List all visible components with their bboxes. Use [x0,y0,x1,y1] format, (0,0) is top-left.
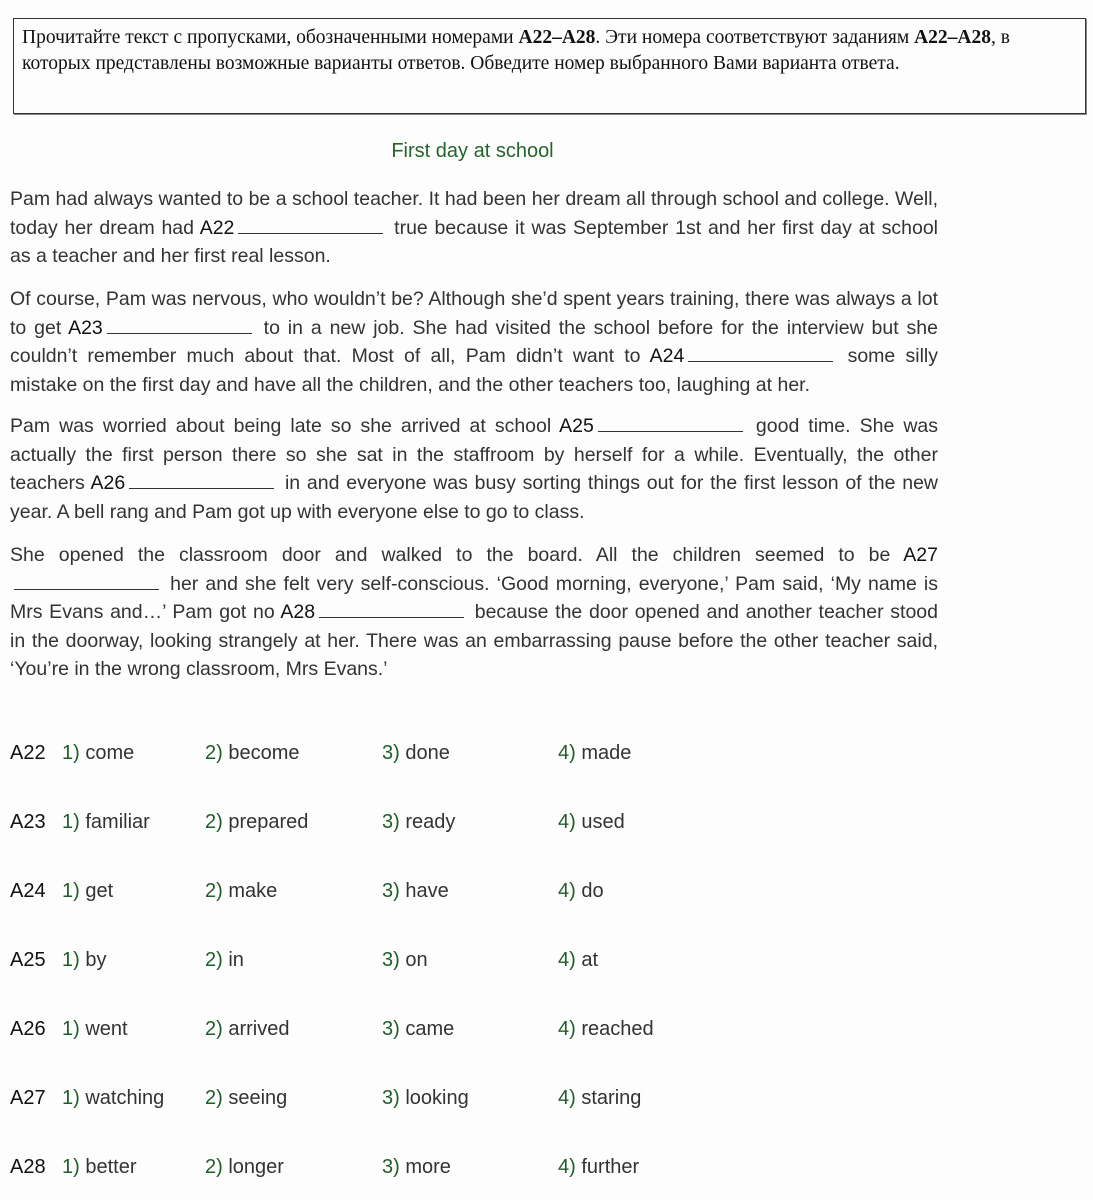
option-text: reached [581,1018,654,1040]
option-number: 4) [558,880,576,902]
paragraph-text: good time. She was actually the first person there so she sat in the staffroom by herself for a while. Eventually, the other teachers [10,415,938,494]
gap-blank [14,573,159,590]
answer-option[interactable] [205,880,277,903]
answer-option[interactable] [62,1087,164,1110]
answer-option[interactable] [558,1087,641,1110]
answer-option[interactable] [382,742,450,765]
answer-option[interactable] [62,1156,137,1179]
option-text: arrived [228,1018,290,1040]
paragraph-text: Pam was worried about being late so she arrived at school [10,415,560,437]
task-range: A22–A28 [518,27,596,48]
instructions-text: , в которых представлены возможные варианты ответов. Обведите номер выбранного Вами варианта ответа. [22,27,1010,74]
option-number: 1) [62,742,80,764]
answer-option[interactable] [62,1018,128,1041]
answer-option[interactable] [382,1087,469,1110]
gap-label: A27 [903,544,938,566]
option-number: 2) [205,1018,223,1040]
gap-blank [238,217,383,234]
option-text: went [85,1018,128,1040]
option-number: 2) [205,1087,223,1109]
option-text: watching [85,1087,165,1109]
option-number: 3) [382,1156,400,1178]
option-number: 3) [382,949,400,971]
option-number: 1) [62,1018,80,1040]
option-text: by [85,949,107,971]
answer-option[interactable] [382,811,455,834]
option-number: 4) [558,1156,576,1178]
answer-option[interactable] [205,742,300,765]
answer-option[interactable] [558,949,598,972]
answer-option[interactable] [558,880,604,903]
question-label: A22 [10,742,46,764]
option-number: 2) [205,742,223,764]
option-text: in [228,949,244,971]
gap-label: A24 [649,345,685,367]
option-number: 2) [205,811,223,833]
paragraph-text: in and everyone was busy sorting things out for the first lesson of the new year. A bell rang and Pam got up with everyone else to go to class. [10,472,938,523]
paragraph-text: to in a new job. She had visited the school before for the interview but she couldn’t remember much about that. Most of all, Pam didn’t want to [10,316,938,367]
option-number: 1) [62,1156,80,1178]
option-number: 3) [382,811,400,833]
paragraph-text: Pam had always wanted to be a school teacher. It had been her dream all through school and college. Well, today her dream had [10,188,938,239]
answer-option[interactable] [558,1018,654,1041]
answer-option[interactable] [205,811,308,834]
option-number: 4) [558,1087,576,1109]
gap-label: A23 [68,316,103,339]
option-text: came [405,1018,455,1040]
option-text: seeing [228,1087,288,1109]
option-text: better [85,1156,137,1178]
option-number: 2) [205,1156,223,1178]
option-number: 3) [382,880,400,902]
option-text: make [228,880,278,902]
text-title: First day at school [391,140,554,162]
answer-option[interactable] [558,1156,639,1179]
option-number: 1) [62,811,80,833]
paragraph-text: because the door opened and another teacher stood in the doorway, looking strangely at her. There was an embarrassing pause before the other teacher said, ‘You’re in the wrong classroom, Mrs Evans.’ [10,601,938,680]
answer-option[interactable] [558,811,625,834]
paragraph-3 [10,412,938,526]
option-number: 2) [205,949,223,971]
option-text: used [581,811,625,833]
instructions-text: Прочитайте текст с пропусками, обозначенными номерами [22,27,519,48]
paragraph-2 [10,285,938,399]
answer-option[interactable] [62,742,134,765]
option-text: get [85,880,114,902]
option-text: staring [581,1087,642,1109]
option-number: 1) [62,1087,80,1109]
answer-option[interactable] [205,1156,284,1179]
answer-option[interactable] [62,949,106,972]
option-text: familiar [85,811,150,833]
answer-option[interactable] [205,949,244,972]
gap-blank [129,472,274,489]
instructions-box [13,18,1086,114]
gap-blank [107,317,252,334]
answer-option[interactable] [382,1018,454,1041]
option-text: made [581,742,632,764]
answer-option[interactable] [558,742,631,765]
answer-option[interactable] [62,880,113,903]
option-text: come [85,742,135,764]
option-text: ready [405,811,456,833]
option-text: done [405,742,450,764]
option-number: 4) [558,742,576,764]
instructions-text: . Эти номера соответствуют заданиям [595,27,915,48]
option-number: 3) [382,1018,400,1040]
option-number: 3) [382,1087,400,1109]
question-label: A27 [10,1087,46,1109]
question-label: A26 [10,1018,46,1040]
paragraph-text: Of course, Pam was nervous, who wouldn’t be? Although she’d spent years training, there was always a lot to get [10,288,938,339]
option-text: have [405,880,449,902]
option-number: 4) [558,949,576,971]
gap-blank [598,415,743,432]
gap-label: A22 [199,216,235,239]
question-label: A24 [10,880,46,902]
option-number: 3) [382,742,400,764]
option-number: 1) [62,880,80,902]
paragraph-text: her and she felt very self-conscious. ‘Good morning, everyone,’ Pam said, ‘My name is Mrs Evans and…’ Pam got no [10,572,938,623]
gap-label: A26 [90,472,126,494]
answer-option[interactable] [382,880,449,903]
question-label: A25 [10,949,46,971]
option-text: more [405,1156,451,1178]
option-text: looking [405,1087,469,1109]
option-text: longer [228,1156,284,1178]
question-label: A23 [10,811,46,833]
gap-label: A28 [280,601,316,623]
task-range: A22–A28 [914,27,991,48]
gap-blank [688,345,833,362]
answer-option[interactable] [382,949,428,972]
option-text: at [581,949,599,971]
option-text: on [405,949,428,971]
option-number: 1) [62,949,80,971]
answer-option[interactable] [205,1087,287,1110]
option-number: 4) [558,1018,576,1040]
paragraph-text: She opened the classroom door and walked to the board. All the children seemed to be [10,544,904,566]
option-text: do [581,880,604,902]
question-label: A28 [10,1156,46,1178]
answer-option[interactable] [382,1156,451,1179]
gap-blank [319,601,464,618]
option-text: prepared [228,811,309,833]
paragraph-4 [10,541,938,684]
answer-option[interactable] [62,811,150,834]
gap-label: A25 [559,415,594,437]
option-text: further [581,1156,640,1178]
answer-option[interactable] [205,1018,290,1041]
paragraph-text: true because it was September 1st and her first day at school as a teacher and her first real lesson. [10,216,938,267]
paragraph-text: some silly mistake on the first day and have all the children, and the other teachers too, laughing at her. [10,345,938,396]
option-text: become [228,742,300,764]
option-number: 4) [558,811,576,833]
option-number: 2) [205,880,223,902]
paragraph-1 [10,185,938,271]
